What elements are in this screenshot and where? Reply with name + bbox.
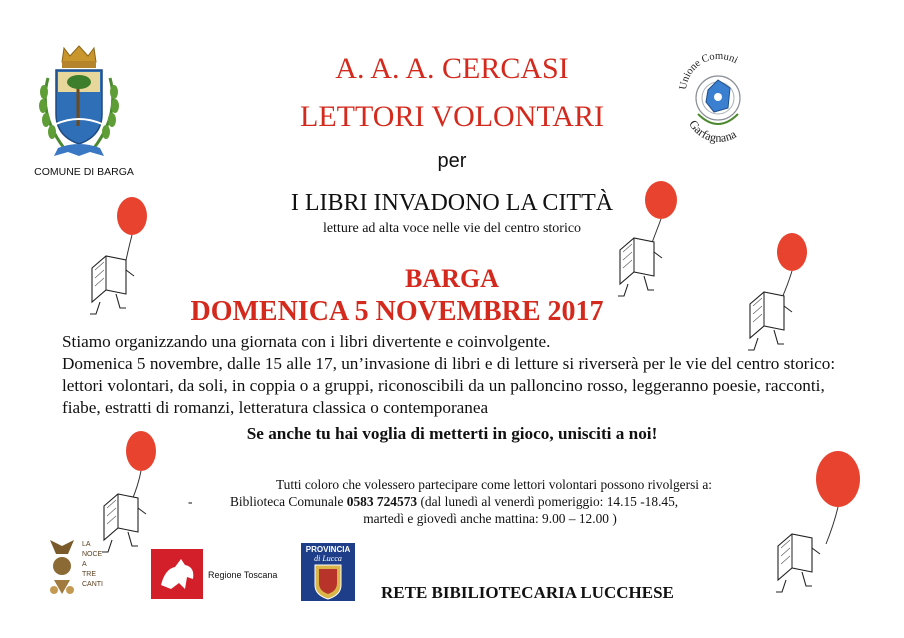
intro-text [62,331,852,419]
svg-text:LA: LA [82,541,91,548]
provincia-di-lucca-logo [301,543,355,601]
contact-block [180,476,780,527]
regione-toscana-logo [151,549,203,599]
title-per: per [437,150,467,172]
library-hours-extra: martedì e giovedì anche mattina: 9.00 – 12.00 ) [363,511,617,526]
contact-row [180,493,780,510]
balloon-book-5 [776,451,860,592]
red-balloon-icon [816,451,860,507]
event-subtitle: letture ad alta voce nelle vie del centro storico [322,221,582,236]
contact-details [230,493,678,510]
intro-line-1: Stiamo organizzando una giornata con i libri divertente e coinvolgente. [62,332,551,351]
balloon-book-4 [102,431,156,552]
svg-text:NOCE: NOCE [82,551,103,558]
library-name: Biblioteca Comunale [230,494,347,509]
title-line-2: LETTORI VOLONTARI [300,100,604,133]
svg-text:TRE: TRE [82,571,96,578]
event-city: BARGA [405,264,499,293]
svg-text:di Lucca: di Lucca [314,554,342,563]
intro-paragraph: Domenica 5 novembre, dalle 15 alle 17, un’invasione di libri e di letture si riverserà per le vie del centro storico: lettori volontari, da soli, in coppia o a gruppi, riconoscibili da un palloncino rosso, leggeranno poesie, racconti, fiabe, estratti di romanzi, letteratura classica o contemporanea [62,354,836,417]
library-hours: (dal lunedì al venerdì pomeriggio: 14.15 -18.45, [417,494,679,509]
library-phone[interactable]: 0583 724573 [346,494,418,509]
event-date: DOMENICA 5 NOVEMBRE 2017 [190,296,604,327]
svg-text:Unione Comuni: Unione Comuni [677,50,740,91]
title-line-1: A. A. A. CERCASI [335,52,569,85]
svg-text:PROVINCIA: PROVINCIA [305,545,351,554]
svg-text:A: A [82,561,87,568]
contact-intro: Tutti coloro che volessero partecipare come lettori volontari possono rivolgersi a: [275,477,713,492]
svg-text:CANTI: CANTI [82,581,103,588]
regione-toscana-label: Regione Toscana [208,570,278,580]
event-name: I LIBRI INVADONO LA CITTÀ [290,190,614,216]
call-to-action: Se anche tu hai voglia di metterti in gioco, unisciti a noi! [246,424,658,443]
network-label: RETE BIBILIOTECARIA LUCCHESE [381,583,674,602]
la-noce-a-tre-canti-logo [44,536,114,598]
comune-di-barga-label: COMUNE DI BARGA [34,166,134,178]
svg-text:Garfagnana: Garfagnana [686,117,739,145]
bullet-dash: - [188,494,193,509]
walking-book-icon [776,534,820,592]
